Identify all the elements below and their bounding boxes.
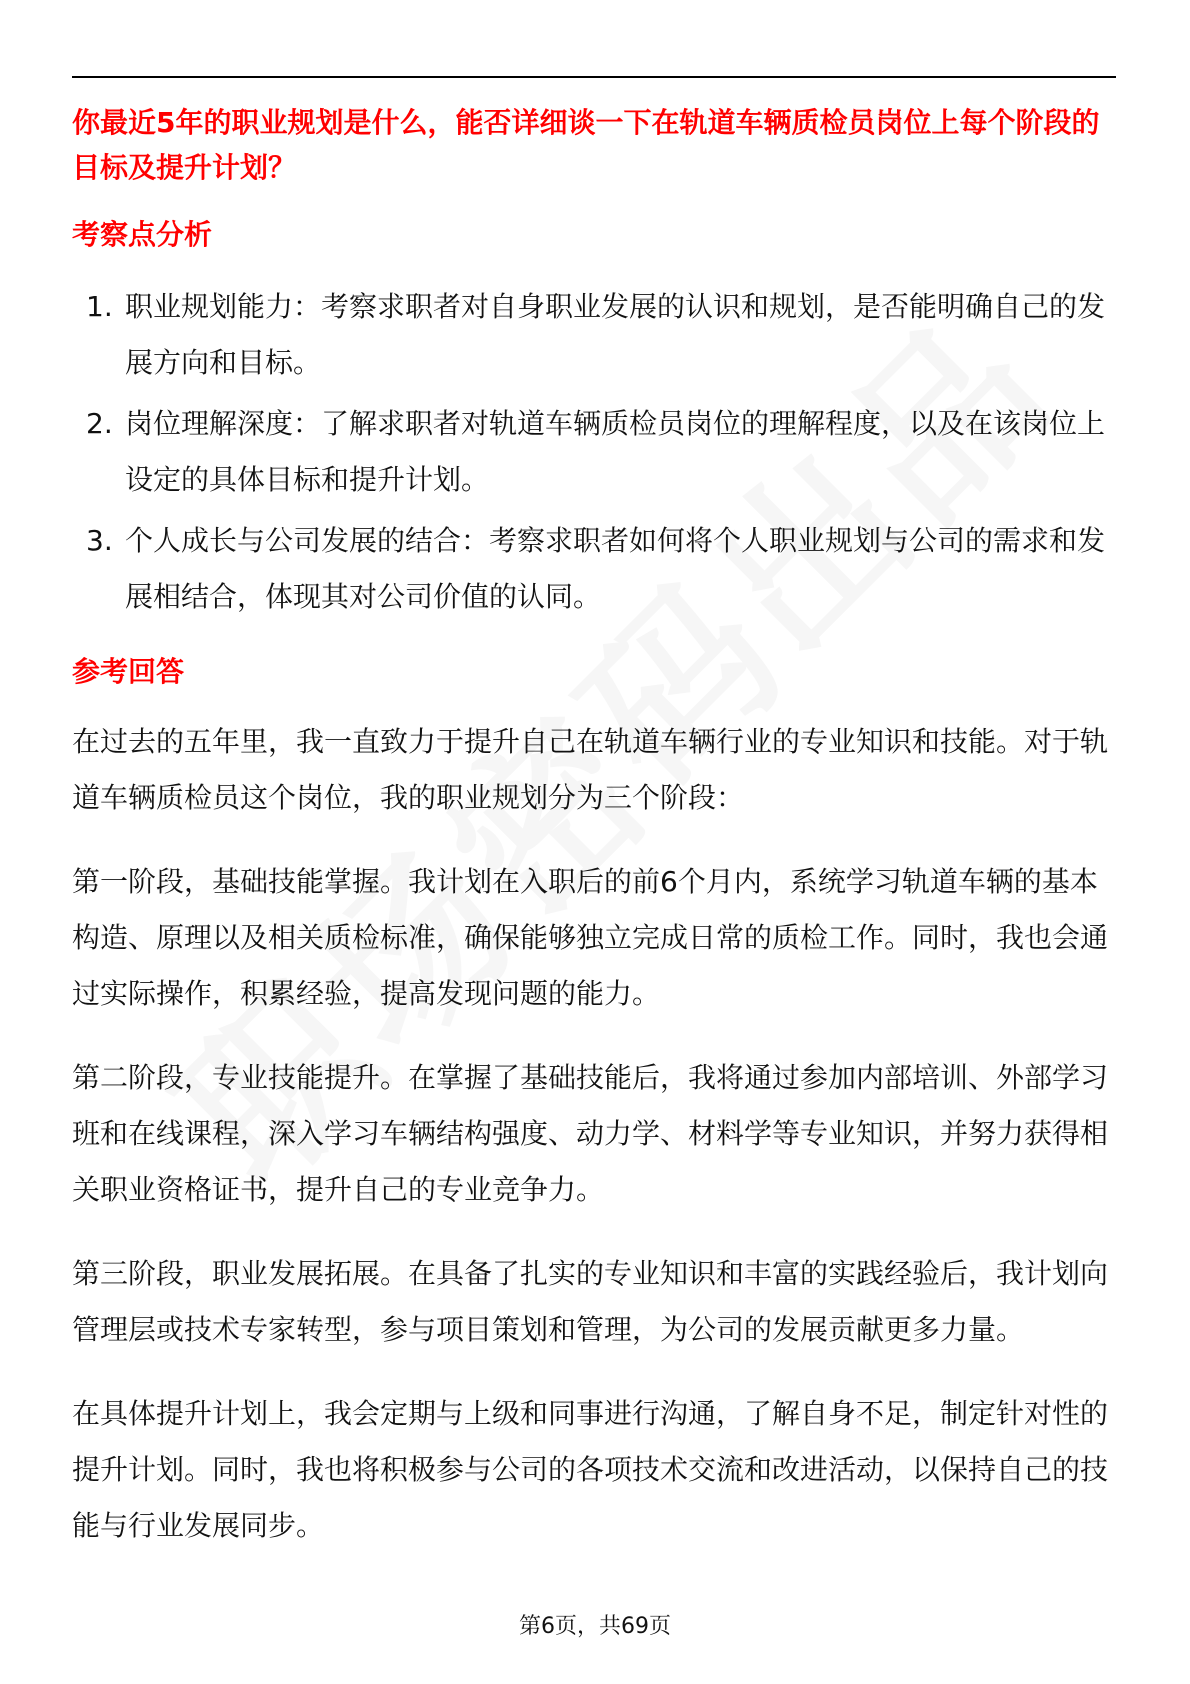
analysis-item-text: 个人成长与公司发展的结合：考察求职者如何将个人职业规划与公司的需求和发展相结合，体现其对公司价值的认同。 xyxy=(125,524,1106,613)
answer-title: 参考回答 xyxy=(72,655,185,688)
analysis-item-3 xyxy=(72,513,1116,625)
page-footer: 第6页，共69页 xyxy=(519,1614,671,1639)
analysis-item-2 xyxy=(72,396,1116,508)
answer-body xyxy=(72,714,1116,1554)
analysis-item-1 xyxy=(72,279,1116,391)
analysis-title: 考察点分析 xyxy=(72,218,213,251)
answer-paragraph: 第二阶段，专业技能提升。在掌握了基础技能后，我将通过参加内部培训、外部学习班和在线课程，深入学习车辆结构强度、动力学、材料学等专业知识，并努力获得相关职业资格证书，提升自己的专业竞争力。 xyxy=(72,1061,1109,1206)
analysis-list xyxy=(72,279,1116,625)
answer-paragraph: 在过去的五年里，我一直致力于提升自己在轨道车辆行业的专业知识和技能。对于轨道车辆质检员这个岗位，我的职业规划分为三个阶段： xyxy=(72,725,1109,814)
analysis-item-number: 1. xyxy=(86,290,113,323)
answer-paragraph: 第一阶段，基础技能掌握。我计划在入职后的前6个月内，系统学习轨道车辆的基本构造、原理以及相关质检标准，确保能够独立完成日常的质检工作。同时，我也会通过实际操作，积累经验，提高发现问题的能力。 xyxy=(72,865,1109,1010)
answer-paragraph: 第三阶段，职业发展拓展。在具备了扎实的专业知识和丰富的实践经验后，我计划向管理层或技术专家转型，参与项目策划和管理，为公司的发展贡献更多力量。 xyxy=(72,1257,1109,1346)
answer-paragraph: 在具体提升计划上，我会定期与上级和同事进行沟通，了解自身不足，制定针对性的提升计划。同时，我也将积极参与公司的各项技术交流和改进活动，以保持自己的技能与行业发展同步。 xyxy=(72,1397,1109,1542)
document-content xyxy=(72,100,1116,1554)
interview-question: 你最近5年的职业规划是什么，能否详细谈一下在轨道车辆质检员岗位上每个阶段的目标及提升计划？ xyxy=(72,106,1100,184)
analysis-item-number: 3. xyxy=(86,524,113,557)
analysis-item-text: 岗位理解深度：了解求职者对轨道车辆质检员岗位的理解程度，以及在该岗位上设定的具体目标和提升计划。 xyxy=(125,407,1106,496)
analysis-item-text: 职业规划能力：考察求职者对自身职业发展的认识和规划，是否能明确自己的发展方向和目标。 xyxy=(125,290,1106,379)
top-rule xyxy=(72,76,1116,78)
analysis-item-number: 2. xyxy=(86,407,113,440)
